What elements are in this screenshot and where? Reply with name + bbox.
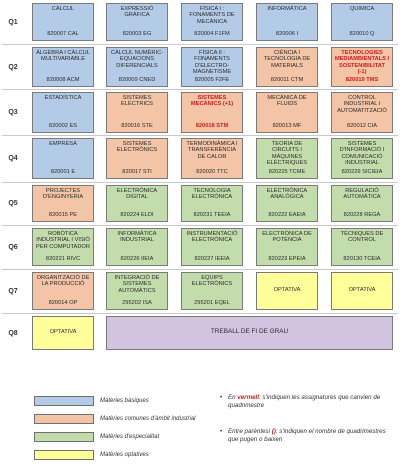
subject-code: 820222 EAEIA <box>268 211 306 218</box>
legend-swatch-specialty <box>34 432 94 442</box>
legend <box>0 390 400 468</box>
subject-name: CIÈNCIA I TECNOLOGIA DE MATERIALS <box>263 50 311 69</box>
subject-code: 820228 REGA <box>343 211 381 218</box>
subject-cell <box>331 47 393 87</box>
subject-code: 820006 I <box>275 30 299 37</box>
subject-cell <box>256 47 318 87</box>
subject-cell <box>32 185 94 222</box>
subject-code: 820229 SICIEIA <box>341 168 383 175</box>
q8-optional-cell <box>32 316 94 350</box>
subject-code: 820013 MF <box>272 122 302 129</box>
quarter-label-q1: Q1 <box>8 18 18 26</box>
subject-cell <box>256 185 318 222</box>
subject-code: 820005 F2FE <box>194 76 230 83</box>
quarter-label-q5: Q5 <box>8 200 18 207</box>
subject-cell <box>106 138 168 179</box>
subject-cell <box>32 272 94 310</box>
final-project-cell <box>106 316 393 350</box>
subject-code: 295201 EQEL <box>194 299 230 306</box>
subject-name: OPTATIVA <box>348 287 376 294</box>
subject-code: 820226 IIEIA <box>120 255 154 262</box>
legend-label-common: Matèries comunes d'àmbit industrial <box>100 416 196 422</box>
subject-name: FÍSICA II : FONAMENTS D'ELECTRO-MAGNETISME <box>192 50 232 76</box>
subject-name: TECNOLOGIA ELECTRÒNICA <box>191 188 233 201</box>
quarter-label-q7: Q7 <box>8 287 18 295</box>
note-red-subjects <box>220 394 396 410</box>
note-parentheses <box>220 428 396 444</box>
note2-red-symbol: () <box>271 428 276 435</box>
note1-text: : s'indiquen les assignatures que canvien de quadrimestre <box>228 394 381 409</box>
row-divider <box>2 182 398 183</box>
subject-name: OPTATIVA <box>273 287 301 294</box>
subject-cell <box>331 138 393 179</box>
subject-code: 820011 CTM <box>270 76 304 83</box>
row-divider <box>2 313 398 314</box>
subject-code: 820004 F1FM <box>194 30 230 37</box>
quarter-label-q3: Q3 <box>8 109 18 116</box>
subject-code: 820010 Q <box>349 30 375 37</box>
subject-code: 820009 CNED <box>118 76 156 83</box>
subject-name: EXPRESSIÓ GRÀFICA <box>120 6 154 19</box>
subject-code: 820001 E <box>50 168 76 175</box>
subject-cell <box>106 272 168 310</box>
note1-red-word: vermell <box>237 394 259 401</box>
subject-code: 820015 PE <box>48 211 78 218</box>
subject-code: 820221 RIVC <box>45 255 81 262</box>
q8-optional-label: OPTATIVA <box>49 329 77 336</box>
row-divider <box>2 225 398 226</box>
subject-code: 820019 TMS <box>345 76 379 83</box>
subject-code: 820020 TTC <box>196 168 228 175</box>
row-divider <box>2 44 398 45</box>
subject-code: 295202 ISA <box>122 299 152 306</box>
subject-cell <box>32 3 94 41</box>
subject-cell <box>32 138 94 179</box>
quarter-label-q6: Q6 <box>8 243 18 251</box>
quarter-label-q4: Q4 <box>8 155 18 162</box>
subject-name: INFORMÀTICA INDUSTRIAL <box>117 231 157 244</box>
note2-text: : s'indiquen el nombre de quadrimestres que pugen o baixen <box>228 428 386 443</box>
subject-cell <box>331 185 393 222</box>
bullet-icon: • <box>220 394 223 401</box>
legend-label-basic: Matèries bàsiques <box>100 398 149 404</box>
subject-name: PROJECTES D'ENGINYERIA <box>42 188 84 201</box>
subject-code: 820130 TCEIA <box>343 255 381 262</box>
subject-cell <box>331 3 393 41</box>
subject-name: QUIMICA <box>349 6 375 12</box>
subject-code: 820003 EG <box>122 30 152 37</box>
legend-label-specialty: Matèries d'especialitat <box>100 434 160 440</box>
subject-name: SISTEMES D'INFORMACIÓ I COMUNICACIÓ INDUSTRIAL <box>339 141 385 167</box>
legend-label-optional: Matèries optatives <box>100 452 149 458</box>
subject-name: SISTEMES ELÈCTRICS <box>121 95 153 108</box>
subject-name: TEORIA DE CIRCUITS I MÀQUINES ELÈCTRIQUES <box>266 141 308 167</box>
quarter-label-q2: Q2 <box>8 63 18 71</box>
note1-prefix: En <box>228 394 238 401</box>
subject-cell <box>331 272 393 310</box>
subject-cell <box>32 228 94 266</box>
subject-cell <box>181 3 243 41</box>
subject-name: EMPRESA <box>49 141 77 147</box>
row-divider <box>2 269 398 270</box>
legend-swatch-basic <box>34 396 94 406</box>
legend-swatch-optional <box>34 450 94 460</box>
subject-cell <box>181 185 243 222</box>
subject-name: INSTRUMENTACIÓ ELECTRÒNICA <box>186 231 238 244</box>
subject-name: ORGANITZACIÓ DE LA PRODUCCIÓ <box>36 275 90 288</box>
subject-name: EQUIPS ELECTRÒNICS <box>191 275 233 288</box>
subject-code: 820223 EPEIA <box>268 255 306 262</box>
subject-code: 820007 CAL <box>47 30 79 37</box>
subject-cell <box>256 138 318 179</box>
subject-code: 820018 STM <box>195 122 229 129</box>
subject-name: FÍSICA I : FONAMENTS DE MECÀNICA <box>189 6 235 25</box>
subject-code: 820017 STI <box>122 168 152 175</box>
subject-cell <box>106 3 168 41</box>
row-divider <box>2 89 398 90</box>
subject-cell <box>32 92 94 133</box>
subject-name: INTEGRACIÓ DE SISTEMES AUTOMÀTICS <box>114 275 160 294</box>
subject-code: 820002 ES <box>48 122 78 129</box>
subject-cell <box>181 47 243 87</box>
subject-name: CONTROL INDUSTRIAL I AUTOMATITZACIÓ <box>337 95 387 114</box>
subject-code: 820231 TEEIA <box>193 211 231 218</box>
subject-code: 820008 ACM <box>46 76 80 83</box>
subject-name: SISTEMES ELECTRÒNICS <box>116 141 158 154</box>
subject-name: ÀLGEBRA I CÀLCUL MULTIVARIABLE <box>36 50 90 63</box>
subject-name: SISTEMES MECÀNICS (+1) <box>190 95 234 108</box>
bullet-icon: • <box>220 428 223 435</box>
subject-name: TÈCNIQUES DE CONTROL <box>340 231 384 244</box>
final-project-label: TREBALL DE FI DE GRAU <box>210 328 289 336</box>
subject-cell <box>256 228 318 266</box>
quarter-label-q8: Q8 <box>8 329 18 337</box>
subject-code: 820014 OP <box>48 299 78 306</box>
subject-code: 820225 TCME <box>268 168 306 175</box>
subject-cell <box>256 272 318 310</box>
subject-cell <box>106 185 168 222</box>
subject-name: ESTADÍSTICA <box>44 95 82 101</box>
subject-name: ELECTRÒNICA ANALÒGICA <box>266 188 308 201</box>
subject-name: TECNOLOGIES MEDIAMBIENTALS I SOSTENIBILITAT (-1) <box>334 50 390 76</box>
subject-cell <box>32 47 94 87</box>
subject-cell <box>331 92 393 133</box>
subject-name: MECÀNICA DE FLUIDS <box>267 95 307 108</box>
subject-name: REGULACIÓ AUTOMÀTICA <box>343 188 381 201</box>
subject-name: INFORMÀTICA <box>267 6 307 12</box>
subject-cell <box>106 228 168 266</box>
subject-cell <box>181 272 243 310</box>
subject-cell <box>181 138 243 179</box>
subject-cell <box>181 228 243 266</box>
legend-swatch-common <box>34 414 94 424</box>
note2-prefix: Entre parèntesi <box>228 428 272 435</box>
subject-cell <box>106 47 168 87</box>
subject-name: ELECTRÒNICA DE POTÈNCIA <box>262 231 312 244</box>
subject-name: ELECTRÒNICA DIGITAL <box>116 188 158 201</box>
subject-name: CÀLCUL <box>51 6 75 12</box>
subject-code: 820227 IEEIA <box>194 255 230 262</box>
row-divider <box>2 135 398 136</box>
subject-cell <box>331 228 393 266</box>
subject-name: TERMODINÀMICA I TRANSFERÈNCIA DE CALOR <box>186 141 238 160</box>
subject-cell <box>181 92 243 133</box>
subject-cell <box>106 92 168 133</box>
subject-code: 820012 CIA <box>346 122 378 129</box>
subject-name: CÀLCUL NUMÈRIC-EQUACIONS DIFERENCIALS <box>110 50 164 69</box>
subject-name: ROBÒTICA INDUSTRIAL I VISIÓ PER COMPUTADOR <box>36 231 90 250</box>
subject-code: 820224 ELDI <box>120 211 154 218</box>
subject-code: 820016 STE <box>121 122 153 129</box>
subject-cell <box>256 92 318 133</box>
subject-cell <box>256 3 318 41</box>
